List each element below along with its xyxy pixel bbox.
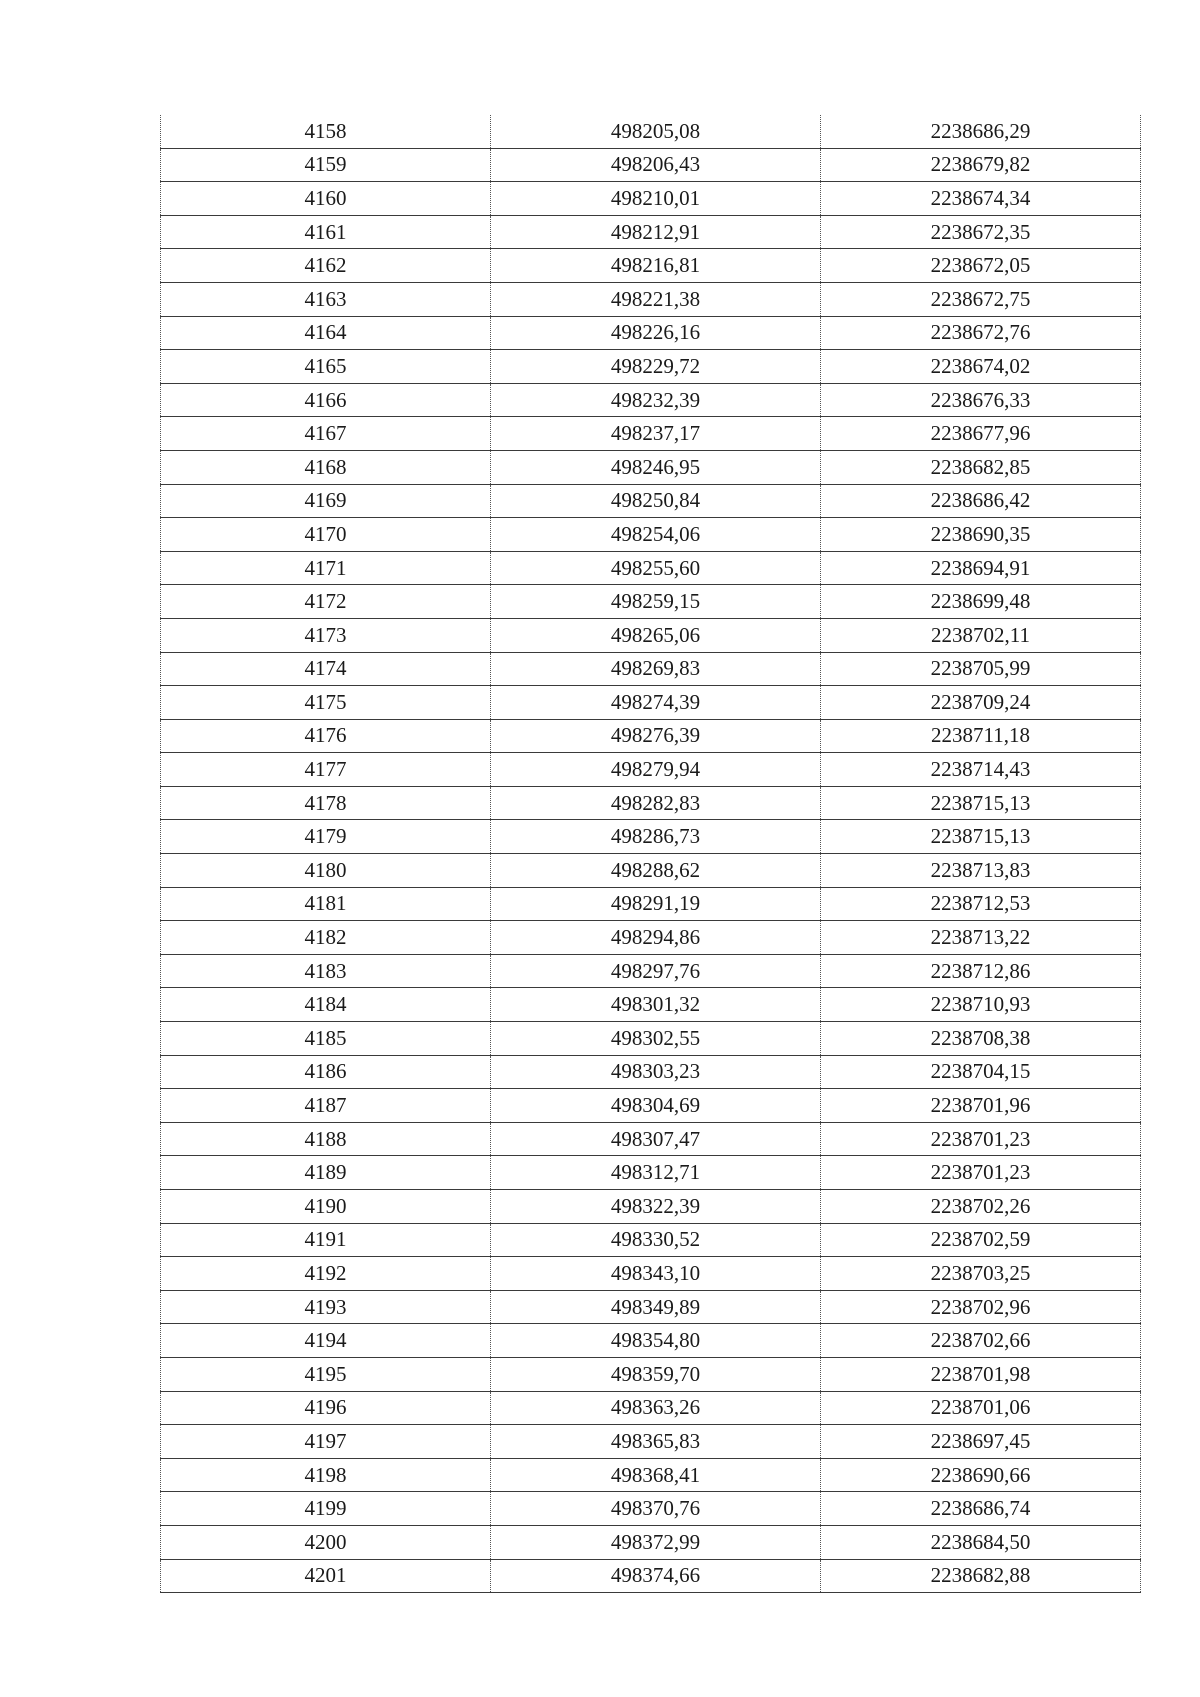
table-row [161, 350, 1141, 384]
table-row [161, 1122, 1141, 1156]
point-number-cell: 4197 [161, 1425, 491, 1459]
table-row [161, 282, 1141, 316]
x-coordinate-cell: 498246,95 [491, 450, 821, 484]
y-coordinate-cell: 2238672,35 [821, 215, 1141, 249]
x-coordinate-cell: 498274,39 [491, 686, 821, 720]
table-row [161, 383, 1141, 417]
y-coordinate-cell: 2238712,86 [821, 954, 1141, 988]
x-coordinate-cell: 498226,16 [491, 316, 821, 350]
coordinates-table-body [161, 115, 1141, 1593]
x-coordinate-cell: 498250,84 [491, 484, 821, 518]
x-coordinate-cell: 498330,52 [491, 1223, 821, 1257]
y-coordinate-cell: 2238674,02 [821, 350, 1141, 384]
y-coordinate-cell: 2238699,48 [821, 585, 1141, 619]
point-number-cell: 4181 [161, 887, 491, 921]
table-row [161, 1492, 1141, 1526]
table-row [161, 215, 1141, 249]
x-coordinate-cell: 498354,80 [491, 1324, 821, 1358]
y-coordinate-cell: 2238690,35 [821, 518, 1141, 552]
table-row [161, 618, 1141, 652]
point-number-cell: 4158 [161, 115, 491, 148]
y-coordinate-cell: 2238714,43 [821, 753, 1141, 787]
x-coordinate-cell: 498312,71 [491, 1156, 821, 1190]
point-number-cell: 4165 [161, 350, 491, 384]
y-coordinate-cell: 2238705,99 [821, 652, 1141, 686]
y-coordinate-cell: 2238690,66 [821, 1458, 1141, 1492]
y-coordinate-cell: 2238686,74 [821, 1492, 1141, 1526]
table-row [161, 1190, 1141, 1224]
table-row [161, 316, 1141, 350]
table-row [161, 551, 1141, 585]
point-number-cell: 4195 [161, 1357, 491, 1391]
x-coordinate-cell: 498303,23 [491, 1055, 821, 1089]
x-coordinate-cell: 498254,06 [491, 518, 821, 552]
table-row [161, 484, 1141, 518]
y-coordinate-cell: 2238684,50 [821, 1525, 1141, 1559]
y-coordinate-cell: 2238697,45 [821, 1425, 1141, 1459]
table-row [161, 786, 1141, 820]
x-coordinate-cell: 498255,60 [491, 551, 821, 585]
x-coordinate-cell: 498212,91 [491, 215, 821, 249]
x-coordinate-cell: 498291,19 [491, 887, 821, 921]
point-number-cell: 4190 [161, 1190, 491, 1224]
x-coordinate-cell: 498269,83 [491, 652, 821, 686]
y-coordinate-cell: 2238686,29 [821, 115, 1141, 148]
y-coordinate-cell: 2238715,13 [821, 786, 1141, 820]
y-coordinate-cell: 2238672,05 [821, 249, 1141, 283]
point-number-cell: 4176 [161, 719, 491, 753]
point-number-cell: 4184 [161, 988, 491, 1022]
y-coordinate-cell: 2238701,23 [821, 1156, 1141, 1190]
point-number-cell: 4188 [161, 1122, 491, 1156]
table-row [161, 1022, 1141, 1056]
x-coordinate-cell: 498307,47 [491, 1122, 821, 1156]
y-coordinate-cell: 2238694,91 [821, 551, 1141, 585]
point-number-cell: 4186 [161, 1055, 491, 1089]
table-row [161, 1458, 1141, 1492]
y-coordinate-cell: 2238702,96 [821, 1290, 1141, 1324]
y-coordinate-cell: 2238701,98 [821, 1357, 1141, 1391]
point-number-cell: 4179 [161, 820, 491, 854]
table-row [161, 1357, 1141, 1391]
table-row [161, 1324, 1141, 1358]
x-coordinate-cell: 498229,72 [491, 350, 821, 384]
point-number-cell: 4180 [161, 854, 491, 888]
x-coordinate-cell: 498279,94 [491, 753, 821, 787]
table-row [161, 518, 1141, 552]
table-row [161, 1089, 1141, 1123]
table-row [161, 182, 1141, 216]
x-coordinate-cell: 498288,62 [491, 854, 821, 888]
point-number-cell: 4201 [161, 1559, 491, 1593]
point-number-cell: 4192 [161, 1257, 491, 1291]
table-row [161, 854, 1141, 888]
x-coordinate-cell: 498363,26 [491, 1391, 821, 1425]
point-number-cell: 4198 [161, 1458, 491, 1492]
x-coordinate-cell: 498304,69 [491, 1089, 821, 1123]
table-row [161, 887, 1141, 921]
point-number-cell: 4193 [161, 1290, 491, 1324]
x-coordinate-cell: 498374,66 [491, 1559, 821, 1593]
point-number-cell: 4160 [161, 182, 491, 216]
table-row [161, 954, 1141, 988]
table-row [161, 1391, 1141, 1425]
point-number-cell: 4171 [161, 551, 491, 585]
x-coordinate-cell: 498302,55 [491, 1022, 821, 1056]
y-coordinate-cell: 2238672,75 [821, 282, 1141, 316]
y-coordinate-cell: 2238704,15 [821, 1055, 1141, 1089]
point-number-cell: 4194 [161, 1324, 491, 1358]
table-row [161, 719, 1141, 753]
point-number-cell: 4187 [161, 1089, 491, 1123]
x-coordinate-cell: 498205,08 [491, 115, 821, 148]
point-number-cell: 4175 [161, 686, 491, 720]
y-coordinate-cell: 2238702,26 [821, 1190, 1141, 1224]
table-row [161, 249, 1141, 283]
x-coordinate-cell: 498297,76 [491, 954, 821, 988]
y-coordinate-cell: 2238682,85 [821, 450, 1141, 484]
table-row [161, 921, 1141, 955]
table-row [161, 1223, 1141, 1257]
table-row [161, 1559, 1141, 1593]
x-coordinate-cell: 498372,99 [491, 1525, 821, 1559]
table-row [161, 1525, 1141, 1559]
point-number-cell: 4189 [161, 1156, 491, 1190]
point-number-cell: 4164 [161, 316, 491, 350]
y-coordinate-cell: 2238711,18 [821, 719, 1141, 753]
point-number-cell: 4174 [161, 652, 491, 686]
x-coordinate-cell: 498370,76 [491, 1492, 821, 1526]
point-number-cell: 4172 [161, 585, 491, 619]
point-number-cell: 4173 [161, 618, 491, 652]
x-coordinate-cell: 498365,83 [491, 1425, 821, 1459]
table-row [161, 652, 1141, 686]
x-coordinate-cell: 498301,32 [491, 988, 821, 1022]
x-coordinate-cell: 498206,43 [491, 148, 821, 182]
table-row [161, 585, 1141, 619]
table-row [161, 1055, 1141, 1089]
point-number-cell: 4159 [161, 148, 491, 182]
y-coordinate-cell: 2238708,38 [821, 1022, 1141, 1056]
point-number-cell: 4168 [161, 450, 491, 484]
x-coordinate-cell: 498322,39 [491, 1190, 821, 1224]
x-coordinate-cell: 498221,38 [491, 282, 821, 316]
x-coordinate-cell: 498286,73 [491, 820, 821, 854]
coordinates-table [160, 115, 1141, 1593]
table-row [161, 753, 1141, 787]
x-coordinate-cell: 498276,39 [491, 719, 821, 753]
x-coordinate-cell: 498259,15 [491, 585, 821, 619]
point-number-cell: 4169 [161, 484, 491, 518]
x-coordinate-cell: 498343,10 [491, 1257, 821, 1291]
x-coordinate-cell: 498216,81 [491, 249, 821, 283]
point-number-cell: 4167 [161, 417, 491, 451]
point-number-cell: 4166 [161, 383, 491, 417]
point-number-cell: 4182 [161, 921, 491, 955]
y-coordinate-cell: 2238715,13 [821, 820, 1141, 854]
table-row [161, 1290, 1141, 1324]
y-coordinate-cell: 2238712,53 [821, 887, 1141, 921]
y-coordinate-cell: 2238679,82 [821, 148, 1141, 182]
y-coordinate-cell: 2238686,42 [821, 484, 1141, 518]
point-number-cell: 4161 [161, 215, 491, 249]
x-coordinate-cell: 498210,01 [491, 182, 821, 216]
y-coordinate-cell: 2238702,11 [821, 618, 1141, 652]
y-coordinate-cell: 2238710,93 [821, 988, 1141, 1022]
y-coordinate-cell: 2238701,23 [821, 1122, 1141, 1156]
point-number-cell: 4196 [161, 1391, 491, 1425]
point-number-cell: 4177 [161, 753, 491, 787]
x-coordinate-cell: 498282,83 [491, 786, 821, 820]
point-number-cell: 4199 [161, 1492, 491, 1526]
y-coordinate-cell: 2238709,24 [821, 686, 1141, 720]
x-coordinate-cell: 498232,39 [491, 383, 821, 417]
point-number-cell: 4163 [161, 282, 491, 316]
point-number-cell: 4162 [161, 249, 491, 283]
table-row [161, 686, 1141, 720]
point-number-cell: 4178 [161, 786, 491, 820]
table-row [161, 988, 1141, 1022]
y-coordinate-cell: 2238677,96 [821, 417, 1141, 451]
point-number-cell: 4170 [161, 518, 491, 552]
y-coordinate-cell: 2238713,83 [821, 854, 1141, 888]
point-number-cell: 4200 [161, 1525, 491, 1559]
y-coordinate-cell: 2238702,59 [821, 1223, 1141, 1257]
point-number-cell: 4185 [161, 1022, 491, 1056]
y-coordinate-cell: 2238676,33 [821, 383, 1141, 417]
y-coordinate-cell: 2238674,34 [821, 182, 1141, 216]
table-row [161, 417, 1141, 451]
y-coordinate-cell: 2238701,96 [821, 1089, 1141, 1123]
y-coordinate-cell: 2238701,06 [821, 1391, 1141, 1425]
point-number-cell: 4183 [161, 954, 491, 988]
table-row [161, 1425, 1141, 1459]
x-coordinate-cell: 498368,41 [491, 1458, 821, 1492]
y-coordinate-cell: 2238703,25 [821, 1257, 1141, 1291]
x-coordinate-cell: 498359,70 [491, 1357, 821, 1391]
table-row [161, 1257, 1141, 1291]
x-coordinate-cell: 498237,17 [491, 417, 821, 451]
table-row [161, 820, 1141, 854]
table-row [161, 148, 1141, 182]
y-coordinate-cell: 2238713,22 [821, 921, 1141, 955]
table-row [161, 115, 1141, 148]
x-coordinate-cell: 498294,86 [491, 921, 821, 955]
x-coordinate-cell: 498349,89 [491, 1290, 821, 1324]
y-coordinate-cell: 2238682,88 [821, 1559, 1141, 1593]
y-coordinate-cell: 2238702,66 [821, 1324, 1141, 1358]
y-coordinate-cell: 2238672,76 [821, 316, 1141, 350]
table-row [161, 450, 1141, 484]
point-number-cell: 4191 [161, 1223, 491, 1257]
table-row [161, 1156, 1141, 1190]
x-coordinate-cell: 498265,06 [491, 618, 821, 652]
